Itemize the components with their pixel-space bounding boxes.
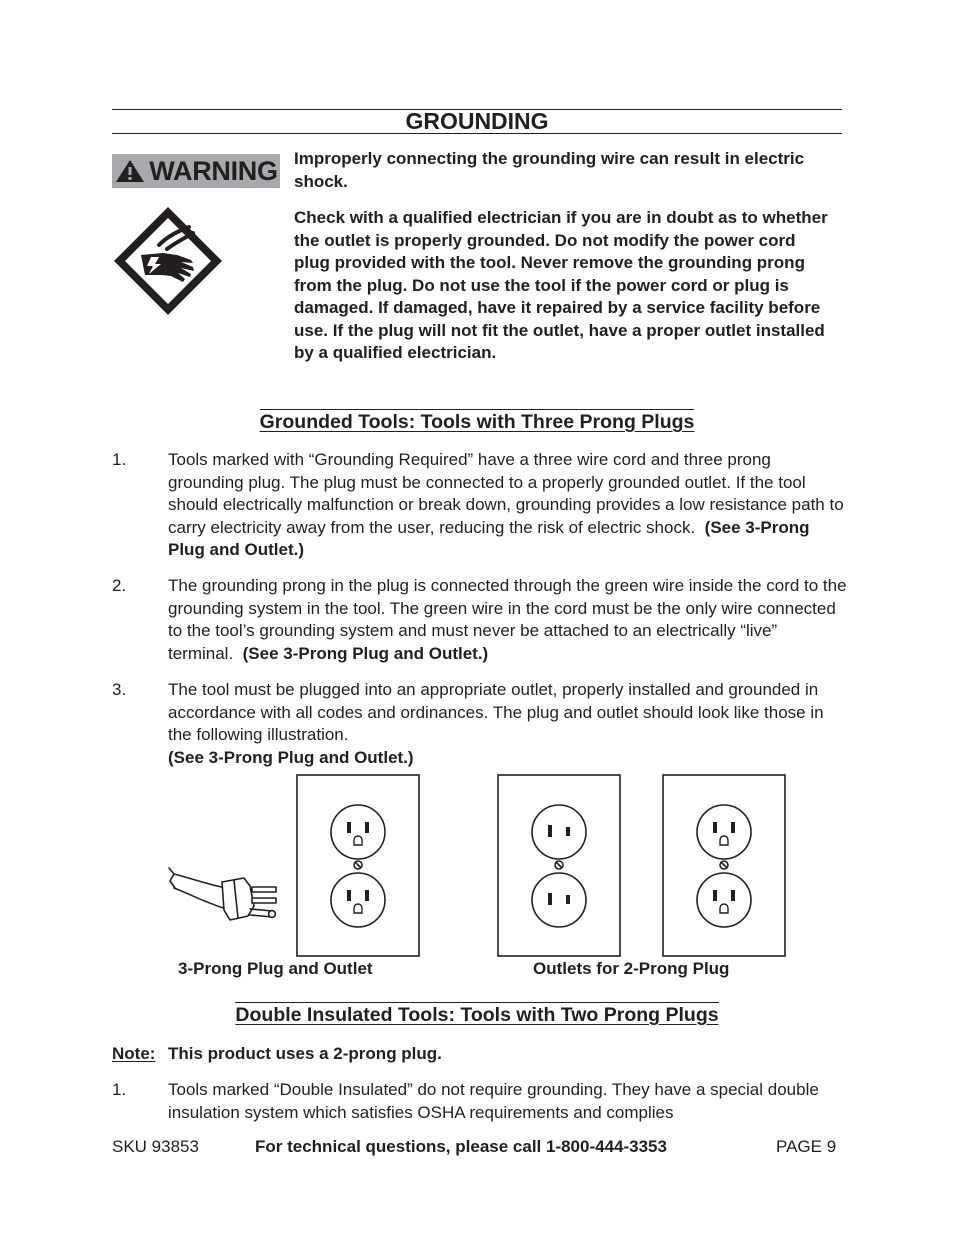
item-text: Tools marked “Double Insulated” do not require grounding. They have a special double insulation system which satisfies OSHA requirements and complies [168, 1080, 819, 1122]
item-number: 1. [112, 1080, 127, 1099]
electric-shock-hazard-icon [111, 205, 225, 317]
warning-body-text: Check with a qualified electrician if you are in doubt as to whether the outlet is properly grounded. Do not modify the power cord plug provided with the tool. Never remove the grounding prong from the plug. Do not use the tool if the power cord or plug is damaged. If damaged, have it repaired by a service facility before use. If the plug will not fit the outlet, have a proper outlet installed by a qualified electrician. [294, 208, 828, 362]
warning-label: WARNING [149, 155, 278, 186]
three-prong-plug-icon [169, 868, 276, 920]
item-reference: (See 3-Prong Plug and Outlet.) [242, 643, 489, 663]
grounded-tools-heading: Grounded Tools: Tools with Three Prong Plugs [259, 411, 695, 433]
caption-three-prong: 3-Prong Plug and Outlet [178, 959, 373, 978]
warning-lead-text: Improperly connecting the grounding wire can result in electric shock. [294, 149, 805, 191]
item-number: 1. [112, 450, 127, 469]
item-text: Tools marked with “Grounding Required” have a three wire cord and three prong grounding plug. The plug must be connected to a properly grounded outlet. If the tool should electrically malfunction or break down, grounding provides a low resistance path to carry electricity away from the user, reducing the risk of electric shock. [168, 450, 844, 537]
two-prong-outlet-icon [498, 775, 620, 956]
double-insulated-heading: Double Insulated Tools: Tools with Two Prong Plugs [235, 1004, 719, 1026]
warning-badge [112, 154, 280, 188]
item-reference: (See 3-Prong Plug and Outlet.) [168, 517, 810, 559]
item-number: 2. [112, 576, 127, 595]
item-number: 3. [112, 680, 127, 699]
warning-triangle-icon [114, 158, 146, 184]
item-reference: (See 3-Prong Plug and Outlet.) [168, 747, 414, 767]
footer-support-line: For technical questions, please call 1-800-444-3353 [255, 1137, 667, 1156]
section-title: GROUNDING [405, 108, 549, 134]
three-prong-outlet-icon [297, 775, 419, 956]
note-label: Note: [112, 1044, 156, 1063]
caption-two-prong: Outlets for 2-Prong Plug [533, 959, 730, 978]
footer-sku: SKU 93853 [112, 1137, 199, 1156]
footer-page-number: PAGE 9 [776, 1137, 837, 1156]
three-prong-outlet-icon [663, 775, 785, 956]
section-bottom-rule [112, 133, 842, 134]
item-text: The tool must be plugged into an appropriate outlet, properly installed and grounded in accordance with all codes and ordinances. The plug and outlet should look like those in the following illustration. [168, 680, 824, 744]
note-text: This product uses a 2-prong plug. [168, 1044, 442, 1063]
plug-outlet-illustration [160, 770, 800, 962]
item-text: The grounding prong in the plug is connected through the green wire inside the cord to the grounding system in the tool. The green wire in the cord must be the only wire connected to the tool’s grounding system and must never be attached to an electrically “live” terminal. [168, 576, 847, 663]
